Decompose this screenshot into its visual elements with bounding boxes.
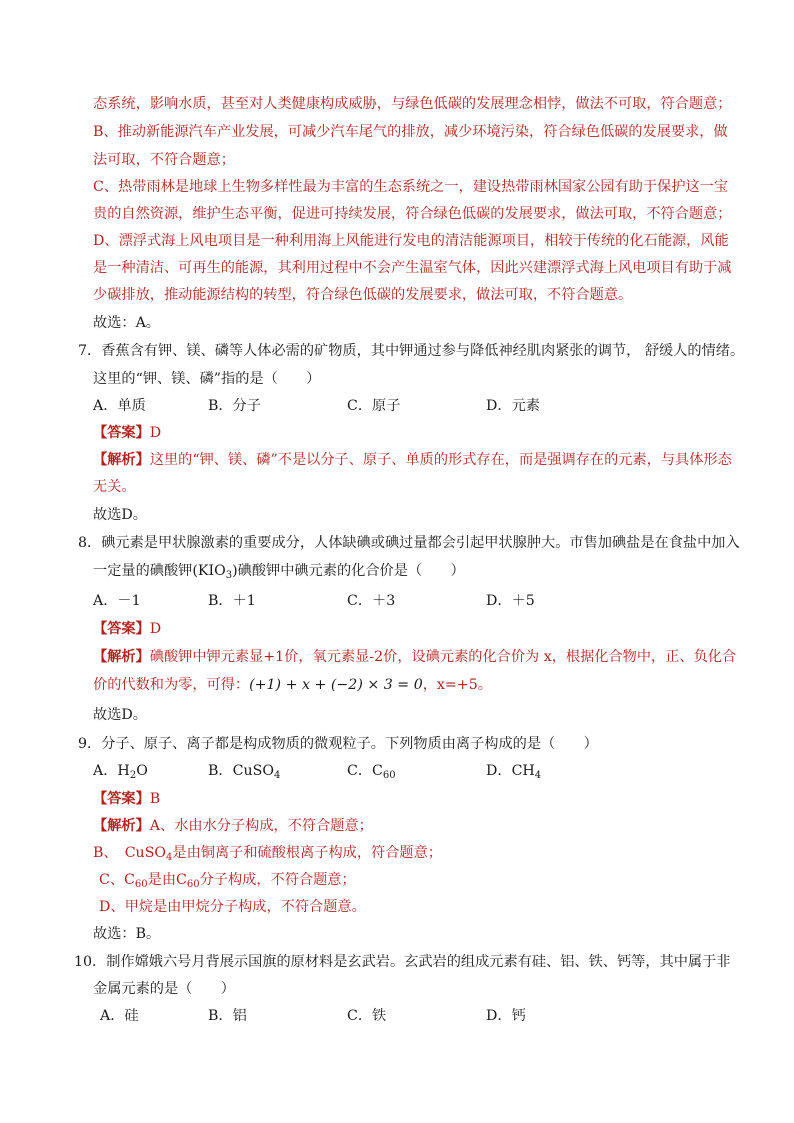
analysis-text: ，x=+5。 <box>422 677 492 693</box>
formula-subscript: 3 <box>225 570 233 581</box>
analysis-line <box>93 675 492 695</box>
question-stem: 7．香蕉含有钾、镁、磷等人体必需的矿物质，其中钾通过参与降低神经肌肉紧张的调节， 舒缓人的情绪。 <box>78 343 745 359</box>
question-stem <box>93 561 465 581</box>
analysis-subscript: 4 <box>166 852 173 863</box>
answer-value: D <box>149 621 162 637</box>
option: B．＋1 <box>208 593 256 609</box>
answer-line <box>93 619 161 639</box>
analysis-text: C、C <box>99 872 135 888</box>
analysis-text: 价的代数和为零，可得： <box>93 677 250 693</box>
question-stem: 金属元素的是（ ） <box>93 981 235 997</box>
answer-value: D <box>149 425 162 441</box>
explanation-line: 少碳排放，推动能源结构的转型，符合绿色低碳的发展要求，做法可取，不符合题意。 <box>93 287 633 303</box>
option <box>486 761 541 781</box>
option: C．铁 <box>347 1008 387 1024</box>
explanation-line: C、热带雨林是地球上生物多样性最为丰富的生态系统之一，建设热带雨林国家公园有助于保护这一宝 <box>93 179 729 195</box>
option: D．钙 <box>486 1008 526 1024</box>
conclusion: 故选：B。 <box>93 926 161 942</box>
explanation-line: B、推动新能源汽车产业发展，可减少汽车尾气的排放，减少环境污染，符合绿色低碳的发展要求，做 <box>93 124 728 140</box>
option-subscript: 2 <box>129 770 137 781</box>
question-stem: 8．碘元素是甲状腺激素的重要成分，人体缺碘或碘过量都会引起甲状腺肿大。市售加碘盐是在食盐中加入 <box>78 535 740 551</box>
option-text: O <box>136 763 148 779</box>
analysis-line <box>93 843 442 863</box>
option <box>347 761 396 781</box>
option: C．原子 <box>347 398 401 414</box>
explanation-line: D、漂浮式海上风电项目是一种利用海上风能进行发电的清洁能源项目，相较于传统的化石能源，风能 <box>93 233 729 249</box>
analysis-text: 这里的“钾、镁、磷”不是以分子、原子、单质的形式存在，而是强调存在的元素，与具体形态 <box>149 452 732 468</box>
question-stem: 这里的“钾、镁、磷”指的是（ ） <box>93 371 321 387</box>
analysis-text: 无关。 <box>93 479 136 495</box>
equation: (+1) + x + (−2) × 3 = 0 <box>249 677 423 693</box>
stem-text: 碘酸钾中碘元素的化合价是（ ） <box>237 563 465 579</box>
analysis-subscript: 60 <box>134 879 148 890</box>
analysis-text: 是由C <box>147 872 187 888</box>
answer-label: 【答案】 <box>93 791 150 807</box>
answer-label: 【答案】 <box>93 621 150 637</box>
analysis-label: 【解析】 <box>93 649 150 665</box>
option <box>208 761 280 781</box>
option: B．分子 <box>208 398 261 414</box>
answer-line <box>93 789 160 809</box>
option: B．铝 <box>208 1008 247 1024</box>
analysis-label: 【解析】 <box>93 452 150 468</box>
option: A．－1 <box>93 593 141 609</box>
option: D．＋5 <box>486 593 535 609</box>
option: A．单质 <box>93 398 146 414</box>
conclusion: 故选D。 <box>93 707 147 723</box>
explanation-line: 态系统，影响水质，甚至对人类健康构成威胁，与绿色低碳的发展理念相悖，做法不可取，符合题意； <box>93 96 732 112</box>
analysis-line <box>93 450 732 470</box>
option-subscript: 4 <box>534 770 542 781</box>
explanation-line: 法可取，不符合题意； <box>93 152 235 168</box>
analysis-line <box>99 870 356 890</box>
analysis-text: 分子构成，不符合题意； <box>199 872 356 888</box>
option: A．硅 <box>100 1008 139 1024</box>
analysis-text: A、水由水分子构成，不符合题意； <box>149 818 373 834</box>
option-subscript: 60 <box>382 770 396 781</box>
option: D．元素 <box>486 398 540 414</box>
analysis-subscript: 60 <box>186 879 200 890</box>
option-subscript: 4 <box>273 770 281 781</box>
formula-main: KIO <box>197 563 226 579</box>
option: C．＋3 <box>347 593 396 609</box>
answer-line <box>93 423 161 443</box>
answer-label: 【答案】 <box>93 425 150 441</box>
analysis-text: 是由铜离子和硫酸根离子构成，符合题意； <box>172 845 442 861</box>
conclusion: 故选D。 <box>93 507 147 523</box>
option-text: C．C <box>347 763 383 779</box>
analysis-line <box>93 647 736 667</box>
analysis-text: B、 CuSO <box>93 845 167 861</box>
analysis-text: 碘酸钾中钾元素显+1价，氧元素显-2价，设碘元素的化合价为 x，根据化合物中，正、负化合 <box>149 649 737 665</box>
option-text: B．CuSO <box>208 763 274 779</box>
question-stem: 9．分子、原子、离子都是构成物质的微观粒子。下列物质由离子构成的是（ ） <box>78 736 598 752</box>
analysis-line <box>93 816 373 836</box>
option-text: A．H <box>93 763 130 779</box>
explanation-line: 贵的自然资源，维护生态平衡，促进可持续发展，符合绿色低碳的发展要求，做法可取，不符合题意； <box>93 206 732 222</box>
option-text: D．CH <box>486 763 535 779</box>
explanation-line: 是一种清洁、可再生的能源，其利用过程中不会产生温室气体，因此兴建漂浮式海上风电项目有助于减 <box>93 260 732 276</box>
stem-text: 一定量的碘酸钾 <box>93 563 193 579</box>
answer-value: B <box>149 791 161 807</box>
question-stem: 10．制作嫦娥六号月背展示国旗的原材料是玄武岩。玄武岩的组成元素有硅、铝、铁、钙等，其中属于非 <box>74 954 731 970</box>
formula: $(KIO_3)$ <box>192 563 238 581</box>
analysis-text: D、甲烷是由甲烷分子构成，不符合题意。 <box>99 899 366 915</box>
option <box>93 761 148 781</box>
conclusion: 故选：A。 <box>93 315 160 331</box>
analysis-label: 【解析】 <box>93 818 150 834</box>
